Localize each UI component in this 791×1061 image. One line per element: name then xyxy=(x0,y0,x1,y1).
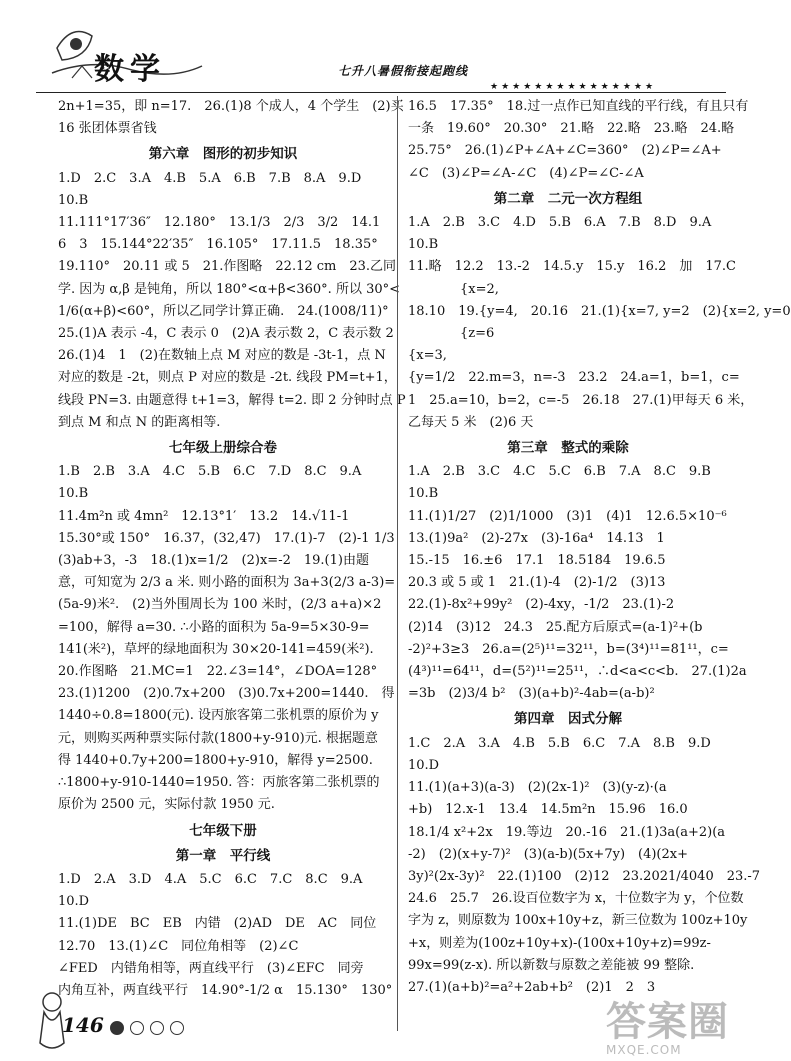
answer-line: 元，则购买两种票实际付款(1800+y-910)元. 根据题意 xyxy=(58,730,378,746)
header-stars: ★★★★★★★★★★★★★★★ xyxy=(490,82,657,92)
answer-line: 10.B xyxy=(58,486,89,502)
column-divider xyxy=(397,96,398,1031)
left-column xyxy=(58,96,406,1002)
answer-line: 141(米²)，草坪的绿地面积为 30×20-141=459(米²). xyxy=(58,641,374,657)
page-dots xyxy=(110,1020,190,1039)
answer-line: 10.B xyxy=(408,486,439,502)
answer-line: 13.(1)9a² (2)-27x (3)-16a⁴ 14.13 1 xyxy=(408,530,665,546)
answer-line: 16.5 17.35° 18.过一点作已知直线的平行线，有且只有 xyxy=(408,99,749,114)
answer-line: 10.B xyxy=(58,192,89,208)
answer-line: 原价为 2500 元，实际付款 1950 元. xyxy=(58,797,275,813)
section-heading: 七年级上册综合卷 xyxy=(169,440,277,457)
section-heading: 第六章 图形的初步知识 xyxy=(148,146,298,163)
section-heading: 七年级下册 xyxy=(189,822,257,839)
answer-line: 99x=99(z-x). 所以新数与原数之差能被 99 整除. xyxy=(408,957,695,973)
answer-line: =100，解得 a=30. ∴小路的面积为 5a-9=5×30-9= xyxy=(58,619,370,635)
answer-line: 18.10 19.{y=4, 20.16 21.(1){x=7, y=2 (2){x=2, y=0 xyxy=(408,303,791,319)
dot xyxy=(170,1021,184,1035)
answer-line: 19.110° 20.11 或 5 21.作图略 22.12 cm 23.乙同 xyxy=(58,259,397,275)
watermark-main: 答案圈 xyxy=(606,999,729,1045)
answer-line: ∠C (3)∠P=∠A-∠C (4)∠P=∠C-∠A xyxy=(408,165,644,181)
answer-line: 乙每天 5 米 (2)6 天 xyxy=(408,414,534,430)
section-heading: 第三章 整式的乘除 xyxy=(507,440,629,457)
answer-line: (5a-9)米². (2)当外围周长为 100 米时，(2/3 a+a)×2 xyxy=(58,597,382,613)
answer-line: 学. 因为 α,β 是钝角，所以 180°<α+β<360°. 所以 30°< xyxy=(58,281,401,297)
answer-line: 24.6 25.7 26.设百位数字为 x，十位数字为 y，个位数 xyxy=(408,891,744,907)
answer-line: 18.1/4 x²+2x 19.等边 20.-16 21.(1)3a(a+2)(a xyxy=(408,824,726,840)
answer-line: 1/6(α+β)<60°，所以乙同学计算正确. 24.(1008/11)° xyxy=(58,303,389,319)
answer-line: 1440÷0.8=1800(元). 设丙旅客第二张机票的原价为 y xyxy=(58,708,379,724)
answer-line: 1 25.a=10，b=2，c=-5 26.18 27.(1)甲每天 6 米， xyxy=(408,392,754,408)
answer-line: 2n+1=35，即 n=17. 26.(1)8 个成人，4 个学生 (2)买 xyxy=(58,99,404,114)
answer-line: 1.C 2.A 3.A 4.B 5.B 6.C 7.A 8.B 9.D xyxy=(408,735,711,751)
answer-line: 11.111°17′36″ 12.180° 13.1/3 2/3 3/2 14.1 xyxy=(58,215,381,231)
answer-line: 23.(1)1200 (2)0.7x+200 (3)0.7x+200=1440. 得 xyxy=(58,686,395,702)
answer-line: 6 3 15.144°22′35″ 16.105° 17.11.5 18.35° xyxy=(58,237,378,253)
answer-line: 16 张团体票省钱 xyxy=(58,121,157,137)
section-heading: 第四章 因式分解 xyxy=(514,711,622,728)
page-number: 146 xyxy=(62,1013,104,1037)
answer-line: {x=3, xyxy=(408,348,447,364)
answer-line: 1.D 2.C 3.A 4.B 5.A 6.B 7.B 8.A 9.D xyxy=(58,170,362,186)
answer-line: 1.A 2.B 3.C 4.D 5.B 6.A 7.B 8.D 9.A xyxy=(408,215,712,231)
answer-line: 26.(1)4 1 (2)在数轴上点 M 对应的数是 -3t-1，点 N xyxy=(58,348,386,364)
answer-line: 1.A 2.B 3.C 4.C 5.C 6.B 7.A 8.C 9.B xyxy=(408,464,711,480)
answer-line: -2)²+3≥3 26.a=(2⁵)¹¹=32¹¹，b=(3⁴)¹¹=81¹¹，c= xyxy=(408,641,729,657)
answer-line: 到点 M 和点 N 的距离相等. xyxy=(58,414,221,430)
watermark-sub: MXQE.COM xyxy=(606,1043,682,1057)
subject-title: 数学 xyxy=(94,52,166,87)
answer-line: 1.B 2.B 3.A 4.C 5.B 6.C 7.D 8.C 9.A xyxy=(58,464,362,480)
answer-line: 11.(1)1/27 (2)1/1000 (3)1 (4)1 12.6.5×10⁻⁶ xyxy=(408,508,727,524)
answer-line: 1.D 2.A 3.D 4.A 5.C 6.C 7.C 8.C 9.A xyxy=(58,871,363,887)
answer-line: 10.D xyxy=(408,757,440,773)
answer-line: =3b (2)3/4 b² (3)(a+b)²-4ab=(a-b)² xyxy=(408,686,655,702)
answer-line: {z=6 xyxy=(408,326,495,342)
answer-line: 10.D xyxy=(58,894,90,910)
header-rule xyxy=(36,92,726,93)
answer-line: 一条 19.60° 20.30° 21.略 22.略 23.略 24.略 xyxy=(408,121,735,137)
answer-line: 20.3 或 5 或 1 21.(1)-4 (2)-1/2 (3)13 xyxy=(408,575,666,591)
dot xyxy=(150,1021,164,1035)
right-column xyxy=(408,96,791,999)
answer-line: +b) 12.x-1 13.4 14.5m²n 15.96 16.0 xyxy=(408,802,688,818)
answer-line: 22.(1)-8x²+99y² (2)-4xy，-1/2 23.(1)-2 xyxy=(408,597,675,613)
answer-line: 内角互补，两直线平行 14.90°-1/2 α 15.130° 130° xyxy=(58,982,393,998)
section-heading: 第一章 平行线 xyxy=(175,847,271,864)
answer-line: +x，则差为(100z+10y+x)-(100x+10y+z)=99z- xyxy=(408,935,711,951)
answer-line: ∠FED 内错角相等，两直线平行 (3)∠EFC 同旁 xyxy=(58,960,364,976)
answer-line: {y=1/2 22.m=3，n=-3 23.2 24.a=1，b=1，c= xyxy=(408,370,740,386)
answer-line: 15.30°或 150° 16.37，(32,47) 17.(1)-7 (2)-1 1/3 xyxy=(58,530,395,546)
series-title: 七升八暑假衔接起跑线 xyxy=(338,64,469,78)
answer-line: 11.(1)(a+3)(a-3) (2)(2x-1)² (3)(y-z)·(a xyxy=(408,780,667,796)
answer-line: (3)ab+3，-3 18.(1)x=1/2 (2)x=-2 19.(1)由题 xyxy=(58,553,369,569)
answer-line: 27.(1)(a+b)²=a²+2ab+b² (2)1 2 3 xyxy=(408,979,656,995)
section-heading: 第二章 二元一次方程组 xyxy=(493,190,643,207)
answer-line: 12.70 13.(1)∠C 同位角相等 (2)∠C xyxy=(58,938,299,954)
dot-filled xyxy=(110,1021,124,1035)
watermark xyxy=(606,990,736,1056)
answer-line: (4³)¹¹=64¹¹，d=(5²)¹¹=25¹¹，∴d<a<c<b. 27.(1)2a xyxy=(408,664,747,680)
answer-line: 20.作图略 21.MC=1 22.∠3=14°，∠DOA=128° xyxy=(58,664,378,680)
answer-line: 3y)²(2x-3y)² 22.(1)100 (2)12 23.2021/4040 23.-7 xyxy=(408,868,761,884)
answer-line: 线段 PN=3. 由题意得 t+1=3，解得 t=2. 即 2 分钟时点 P xyxy=(58,392,406,408)
answer-line: -2) (2)(x+y-7)² (3)(a-b)(5x+7y) (4)(2x+ xyxy=(408,846,688,862)
answer-line: 25.(1)A 表示 -4，C 表示 0 (2)A 表示数 2，C 表示数 2 xyxy=(58,326,394,342)
answer-line: 11.略 12.2 13.-2 14.5.y 15.y 16.2 加 17.C xyxy=(408,259,736,275)
answer-line: 11.4m²n 或 4mn² 12.13°1′ 13.2 14.√11-1 xyxy=(58,508,350,524)
answer-line: 对应的数是 -2t，则点 P 对应的数是 -2t. 线段 PM=t+1， xyxy=(58,370,397,386)
answer-line: (2)14 (3)12 24.3 25.配方后原式=(a-1)²+(b xyxy=(408,619,703,635)
answer-line: 意，可知宽为 2/3 a 米. 则小路的面积为 3a+3(2/3 a-3)= xyxy=(58,575,396,591)
answer-line: ∴1800+y-910-1440=1950. 答：丙旅客第二张机票的 xyxy=(58,775,380,791)
answer-line: 25.75° 26.(1)∠P+∠A+∠C=360° (2)∠P=∠A+ xyxy=(408,143,722,159)
page-header xyxy=(0,0,750,92)
dot xyxy=(130,1021,144,1035)
answer-line: 10.B xyxy=(408,237,439,253)
answer-line: 得 1440+0.7y+200=1800+y-910，解得 y=2500. xyxy=(58,752,373,768)
answer-line: 11.(1)DE BC EB 内错 (2)AD DE AC 同位 xyxy=(58,916,377,932)
answer-line: {x=2, xyxy=(408,281,499,297)
answer-line: 字为 z，则原数为 100x+10y+z，新三位数为 100z+10y xyxy=(408,913,748,929)
answer-line: 15.-15 16.±6 17.1 18.5184 19.6.5 xyxy=(408,553,666,569)
